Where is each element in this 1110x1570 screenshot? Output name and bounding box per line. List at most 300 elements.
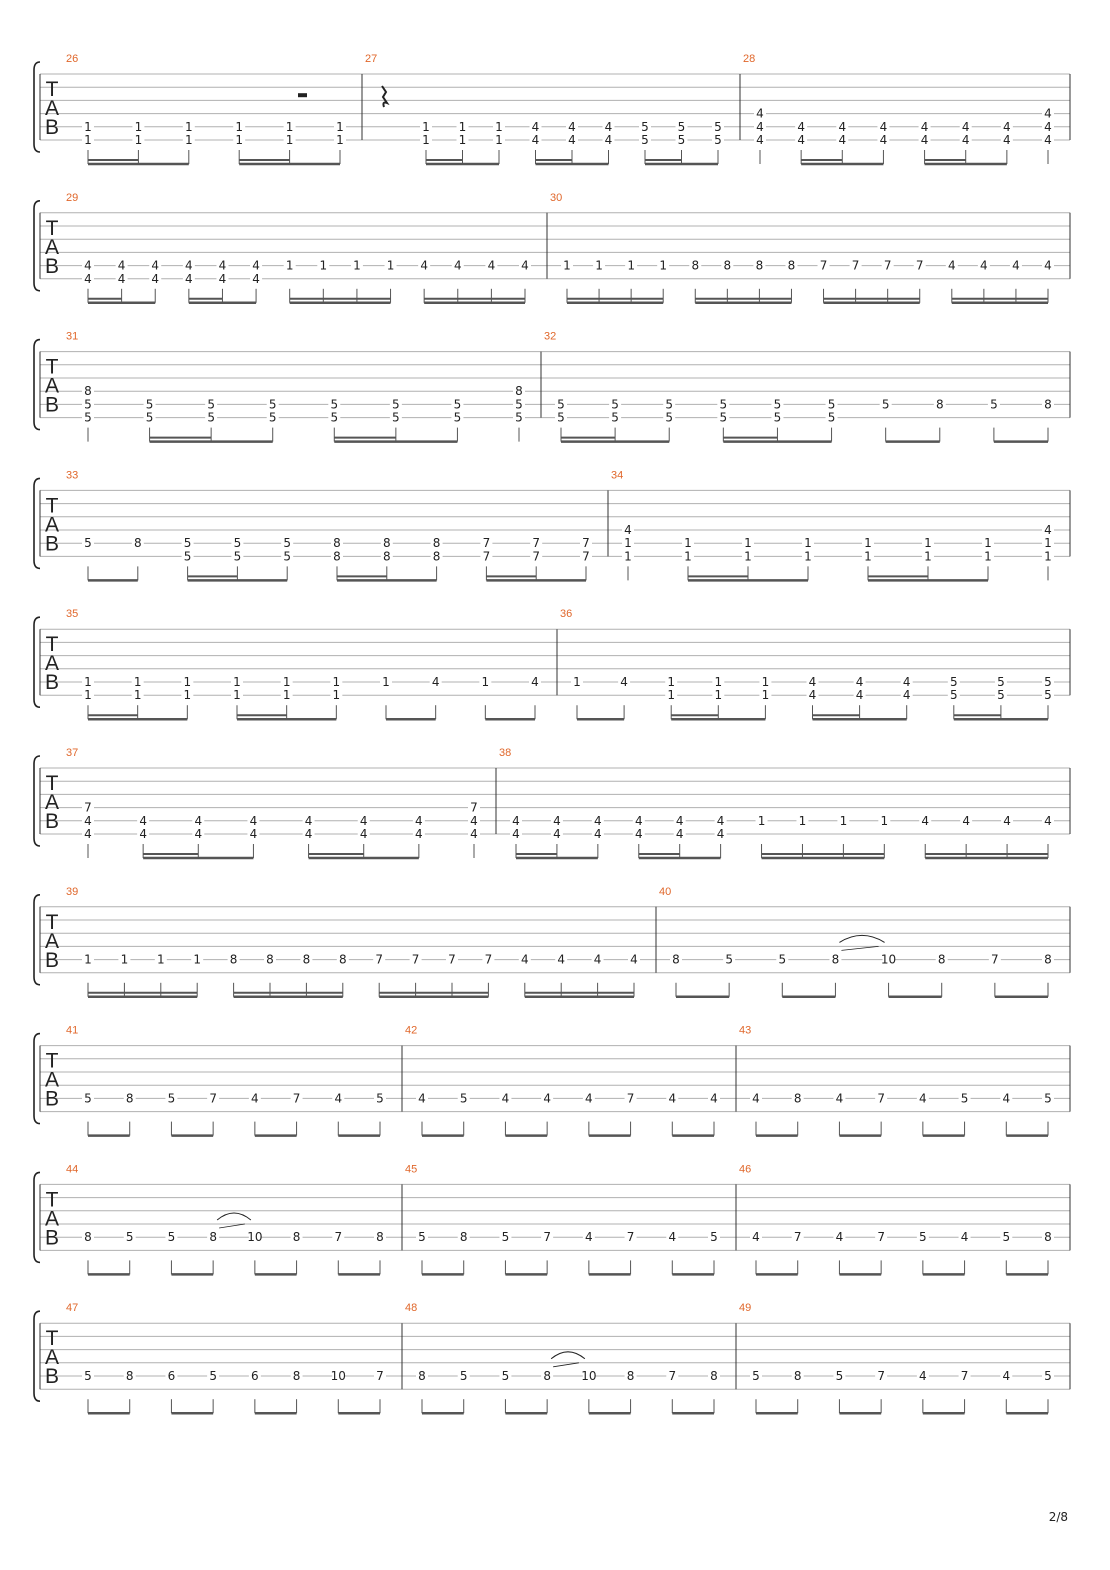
fret-number: 4: [630, 952, 638, 967]
fret-number: 4: [1044, 813, 1052, 828]
fret-number: 8: [229, 952, 238, 967]
fret-number: 5: [84, 1091, 92, 1106]
fret-number: 1: [595, 258, 603, 273]
fret-number: 4: [980, 258, 988, 273]
fret-number: 1: [235, 119, 244, 134]
fret-number: 8: [266, 952, 274, 967]
fret-number: 5: [677, 119, 686, 134]
fret-number: 5: [268, 397, 277, 412]
fret-number: 8: [935, 397, 944, 412]
fret-number: 1: [627, 258, 635, 273]
measure-number: 35: [66, 608, 79, 621]
fret-number: 4: [585, 1230, 593, 1245]
system-bracket: [34, 201, 40, 291]
fret-number: 5: [997, 675, 1005, 689]
tab-clef-letter: B: [44, 948, 60, 972]
fret-number: 5: [453, 410, 462, 425]
fret-number: 8: [937, 952, 946, 967]
fret-number: 4: [304, 827, 313, 841]
fret-number: 5: [714, 133, 722, 147]
fret-number: 8: [626, 1369, 635, 1383]
fret-number: 8: [84, 384, 92, 399]
fret-number: 7: [877, 1230, 885, 1245]
fret-number: 5: [557, 397, 565, 412]
fret-number: 1: [804, 549, 812, 564]
fret-number: 5: [125, 1230, 134, 1245]
fret-number: 8: [376, 1230, 384, 1245]
fret-number: 5: [641, 133, 649, 147]
fret-number: 6: [251, 1369, 259, 1383]
system-bracket: [34, 340, 40, 430]
fret-number: 10: [581, 1369, 597, 1383]
tab-clef-letter: T: [45, 78, 59, 101]
fret-number: 4: [512, 813, 520, 828]
fret-number: 7: [375, 952, 384, 967]
fret-number: 4: [252, 258, 260, 273]
tab-clef-letter: B: [44, 532, 60, 556]
fret-number: 5: [207, 410, 215, 425]
fret-number: 7: [532, 549, 541, 564]
fret-number: 1: [864, 549, 872, 564]
fret-number: 8: [84, 1230, 92, 1245]
fret-number: 1: [422, 133, 430, 147]
fret-number: 8: [209, 1230, 217, 1245]
fret-number: 4: [359, 827, 368, 841]
fret-number: 4: [675, 813, 684, 828]
fret-number: 1: [804, 536, 812, 551]
tab-clef-letter: A: [44, 652, 60, 676]
fret-number: 8: [292, 1369, 301, 1383]
fret-number: 5: [773, 397, 782, 412]
fret-number: 7: [292, 1091, 301, 1106]
fret-number: 7: [877, 1091, 885, 1106]
fret-number: 4: [531, 675, 539, 689]
fret-number: 4: [249, 813, 258, 828]
fret-number: 5: [719, 410, 728, 425]
fret-number: 5: [960, 1091, 969, 1106]
fret-number: 4: [668, 1230, 677, 1245]
fret-number: 4: [855, 675, 864, 689]
fret-number: 4: [1044, 119, 1052, 134]
fret-number: 4: [501, 1091, 510, 1106]
fret-number: 1: [183, 688, 192, 703]
fret-number: 4: [921, 813, 930, 828]
fret-number: 4: [117, 258, 126, 273]
fret-number: 1: [714, 688, 723, 703]
fret-number: 8: [382, 536, 391, 551]
fret-number: 5: [949, 688, 958, 703]
slide-line: [219, 1224, 245, 1228]
fret-number: 7: [819, 258, 828, 273]
measure-number: 34: [611, 469, 624, 482]
fret-number: 1: [798, 813, 807, 828]
fret-number: 4: [520, 952, 529, 967]
fret-number: 5: [1044, 1369, 1052, 1383]
fret-number: 1: [120, 952, 129, 967]
fret-number: 1: [233, 675, 241, 689]
fret-number: 8: [333, 536, 341, 551]
fret-number: 4: [838, 133, 847, 147]
system-bracket: [34, 1034, 40, 1124]
tab-clef-letter: B: [44, 116, 60, 139]
fret-number: 1: [481, 675, 490, 689]
fret-number: 4: [752, 1230, 760, 1245]
fret-number: 1: [761, 675, 770, 689]
fret-number: 10: [880, 952, 897, 967]
measure-number: 37: [66, 747, 79, 759]
fret-number: 1: [684, 536, 692, 551]
fret-number: 5: [209, 1369, 217, 1383]
fret-number: 4: [620, 675, 628, 689]
fret-number: 4: [531, 119, 540, 134]
fret-number: 4: [797, 133, 805, 147]
fret-number: 4: [716, 827, 725, 841]
fret-number: 4: [568, 119, 576, 134]
fret-number: 1: [282, 688, 291, 703]
fret-number: 7: [448, 952, 456, 967]
fret-number: 4: [855, 688, 864, 703]
fret-number: 5: [84, 410, 92, 425]
fret-number: 5: [710, 1230, 718, 1245]
fret-number: 5: [167, 1230, 176, 1245]
fret-number: 4: [879, 119, 888, 134]
fret-number: 5: [145, 410, 154, 425]
fret-number: 8: [787, 258, 796, 273]
tab-clef-letter: T: [45, 216, 59, 240]
system-bracket: [34, 756, 40, 846]
fret-number: 1: [924, 549, 932, 564]
fret-number: 5: [778, 952, 787, 967]
fret-number: 1: [495, 133, 503, 147]
fret-number: 4: [139, 813, 147, 828]
fret-number: 1: [84, 688, 92, 703]
measure-number: 44: [66, 1163, 79, 1176]
fret-number: 4: [218, 271, 227, 286]
fret-number: 5: [611, 397, 619, 412]
fret-number: 1: [744, 536, 752, 551]
fret-number: 5: [418, 1230, 426, 1245]
fret-number: 4: [139, 827, 147, 841]
fret-number: 7: [915, 258, 924, 273]
fret-number: 4: [920, 133, 929, 147]
fret-number: 1: [624, 536, 632, 551]
fret-number: 1: [133, 688, 142, 703]
fret-number: 4: [947, 258, 956, 273]
tab-clef-letter: A: [44, 1346, 60, 1370]
fret-number: 1: [659, 258, 668, 273]
fret-number: 1: [285, 258, 294, 273]
fret-number: 4: [835, 1091, 844, 1106]
fret-number: 4: [920, 119, 929, 134]
fret-number: 5: [207, 397, 215, 412]
fret-number: 4: [304, 813, 313, 828]
fret-number: 4: [194, 827, 203, 841]
fret-number: 4: [431, 675, 440, 689]
measure-number: 49: [739, 1302, 752, 1315]
fret-number: 1: [684, 549, 692, 564]
fret-number: 1: [495, 119, 503, 134]
fret-number: 4: [453, 258, 462, 273]
fret-number: 8: [755, 258, 764, 273]
tab-clef-letter: T: [45, 910, 59, 934]
measure-number: 39: [66, 885, 79, 898]
fret-number: 7: [484, 952, 493, 967]
fret-number: 8: [338, 952, 347, 967]
fret-number: 8: [432, 536, 441, 551]
fret-number: 1: [422, 119, 430, 134]
fret-number: 10: [330, 1369, 346, 1383]
fret-number: 4: [634, 813, 643, 828]
fret-number: 5: [752, 1369, 760, 1383]
fret-number: 8: [302, 952, 311, 967]
fret-number: 7: [411, 952, 420, 967]
fret-number: 4: [594, 813, 602, 828]
fret-number: 8: [1044, 952, 1052, 967]
fret-number: 8: [333, 549, 341, 564]
fret-number: 1: [714, 675, 723, 689]
fret-number: 1: [336, 119, 344, 134]
fret-number: 4: [415, 813, 423, 828]
fret-number: 5: [997, 688, 1005, 703]
fret-number: 4: [418, 1091, 426, 1106]
fret-number: 4: [84, 258, 92, 273]
fret-number: 5: [1044, 1091, 1052, 1106]
fret-number: 4: [470, 827, 478, 841]
fret-number: 7: [668, 1369, 677, 1383]
fret-number: 4: [756, 133, 764, 147]
fret-number: 5: [183, 549, 192, 564]
fret-number: 4: [593, 952, 602, 967]
fret-number: 4: [512, 827, 520, 841]
fret-number: 7: [470, 800, 478, 815]
tab-clef-letter: B: [44, 810, 60, 833]
tab-clef-letter: A: [44, 1207, 60, 1231]
fret-number: 5: [835, 1369, 844, 1383]
fret-number: 5: [501, 1230, 510, 1245]
fret-number: 1: [84, 133, 92, 147]
tab-clef-letter: T: [45, 355, 59, 379]
fret-number: 5: [881, 397, 890, 412]
fret-number: 8: [1044, 1230, 1052, 1245]
fret-number: 5: [167, 1091, 176, 1106]
tab-clef-letter: A: [44, 235, 60, 259]
fret-number: 5: [1044, 688, 1052, 703]
fret-number: 4: [470, 813, 478, 828]
fret-number: 7: [626, 1230, 635, 1245]
fret-number: 6: [167, 1369, 176, 1383]
fret-number: 4: [543, 1091, 551, 1106]
measure-number: 46: [739, 1163, 752, 1176]
fret-number: 4: [710, 1091, 718, 1106]
fret-number: 1: [1044, 549, 1052, 564]
fret-number: 7: [209, 1091, 217, 1106]
fret-number: 1: [235, 133, 244, 147]
fret-number: 7: [532, 536, 541, 551]
fret-number: 1: [880, 813, 889, 828]
fret-number: 4: [359, 813, 368, 828]
fret-number: 1: [744, 549, 752, 564]
fret-number: 1: [563, 258, 571, 273]
fret-number: 4: [668, 1091, 677, 1106]
fret-number: 4: [604, 119, 613, 134]
fret-number: 4: [919, 1369, 927, 1383]
fret-number: 4: [84, 813, 92, 828]
fret-number: 4: [251, 1091, 259, 1106]
fret-number: 4: [1003, 119, 1011, 134]
fret-number: 8: [831, 952, 840, 967]
fret-number: 7: [376, 1369, 384, 1383]
tab-clef-letter: T: [45, 1049, 59, 1073]
measure-number: 26: [66, 53, 79, 65]
fret-number: 4: [1003, 133, 1011, 147]
fret-number: 4: [557, 952, 566, 967]
tab-clef-letter: A: [44, 791, 60, 814]
fret-number: 8: [515, 384, 523, 399]
fret-number: 5: [283, 536, 292, 551]
measure-number: 48: [405, 1302, 418, 1315]
fret-number: 8: [125, 1369, 134, 1383]
tab-clef-letter: A: [44, 97, 60, 120]
fret-number: 1: [193, 952, 202, 967]
fret-number: 8: [1044, 397, 1052, 412]
fret-number: 4: [961, 119, 970, 134]
fret-number: 7: [334, 1230, 343, 1245]
tab-clef-letter: A: [44, 513, 60, 537]
fret-number: 4: [1002, 1091, 1011, 1106]
fret-number: 1: [184, 119, 193, 134]
fret-number: 5: [949, 675, 958, 689]
fret-number: 7: [482, 536, 491, 551]
tab-clef-letter: B: [44, 254, 60, 278]
fret-number: 7: [582, 536, 590, 551]
fret-number: 4: [1002, 1369, 1011, 1383]
fret-number: 5: [515, 397, 523, 412]
measure-number: 31: [66, 330, 79, 343]
fret-number: 4: [604, 133, 613, 147]
fret-number: 5: [392, 397, 400, 412]
system-bracket: [34, 617, 40, 707]
fret-number: 8: [793, 1091, 802, 1106]
fret-number: 4: [1012, 258, 1020, 273]
fret-number: 1: [133, 675, 142, 689]
fret-number: 5: [557, 410, 565, 425]
fret-number: 4: [420, 258, 428, 273]
measure-number: 30: [550, 191, 563, 204]
fret-number: 7: [482, 549, 491, 564]
fret-number: 1: [1044, 536, 1052, 551]
system-bracket: [34, 895, 40, 985]
fret-number: 4: [1044, 106, 1052, 121]
fret-number: 8: [382, 549, 391, 564]
fret-number: 1: [84, 675, 92, 689]
fret-number: 5: [376, 1091, 384, 1106]
fret-number: 1: [332, 675, 341, 689]
fret-number: 4: [151, 271, 160, 286]
fret-number: 4: [553, 813, 561, 828]
fret-number: 8: [459, 1230, 468, 1245]
fret-number: 1: [458, 133, 467, 147]
fret-number: 1: [757, 813, 766, 828]
measure-number: 41: [66, 1024, 79, 1037]
fret-number: 4: [962, 813, 970, 828]
fret-number: 4: [194, 813, 203, 828]
fret-number: 1: [924, 536, 932, 551]
system-bracket: [34, 478, 40, 568]
fret-number: 4: [553, 827, 561, 841]
fret-number: 4: [961, 133, 970, 147]
fret-number: 1: [624, 549, 632, 564]
fret-number: 4: [879, 133, 888, 147]
measure-number: 42: [405, 1024, 418, 1037]
fret-number: 1: [84, 119, 92, 134]
fret-number: 7: [84, 800, 92, 815]
fret-number: 4: [838, 119, 847, 134]
fret-number: 7: [626, 1091, 635, 1106]
fret-number: 1: [984, 536, 992, 551]
measure-number: 33: [66, 469, 79, 482]
fret-number: 1: [134, 133, 143, 147]
fret-number: 4: [151, 258, 160, 273]
fret-number: 5: [283, 549, 292, 564]
fret-number: 1: [183, 675, 192, 689]
fret-number: 8: [292, 1230, 301, 1245]
fret-number: 5: [84, 1369, 92, 1383]
fret-number: 7: [793, 1230, 802, 1245]
tab-clef-letter: T: [45, 772, 59, 795]
measure-number: 28: [743, 53, 756, 65]
tab-clef-letter: B: [44, 1087, 60, 1111]
fret-number: 4: [797, 119, 805, 134]
fret-number: 5: [611, 410, 619, 425]
fret-number: 5: [233, 536, 242, 551]
slide-line: [841, 946, 878, 950]
tab-clef-letter: B: [44, 1226, 60, 1250]
fret-number: 4: [84, 271, 92, 286]
fret-number: 4: [185, 258, 193, 273]
fret-number: 7: [582, 549, 590, 564]
measure-number: 45: [405, 1163, 418, 1176]
fret-number: 1: [156, 952, 165, 967]
measure-number: 38: [499, 747, 512, 759]
fret-number: 1: [282, 675, 291, 689]
fret-number: 1: [84, 952, 92, 967]
fret-number: 4: [835, 1230, 844, 1245]
fret-number: 1: [386, 258, 395, 273]
fret-number: 8: [691, 258, 700, 273]
fret-number: 5: [714, 119, 722, 134]
fret-number: 1: [285, 133, 294, 147]
fret-number: 5: [183, 536, 192, 551]
fret-number: 5: [233, 549, 242, 564]
fret-number: 5: [827, 410, 836, 425]
fret-number: 8: [710, 1369, 718, 1383]
fret-number: 5: [919, 1230, 927, 1245]
fret-number: 7: [543, 1230, 551, 1245]
fret-number: 4: [185, 271, 193, 286]
fret-number: 5: [459, 1369, 468, 1383]
fret-number: 5: [453, 397, 462, 412]
measure-number: 32: [544, 330, 557, 343]
measure-number: 27: [365, 53, 378, 65]
fret-number: 8: [543, 1369, 551, 1383]
fret-number: 1: [839, 813, 848, 828]
fret-number: 4: [585, 1091, 593, 1106]
fret-number: 8: [418, 1369, 426, 1383]
fret-number: 5: [665, 410, 674, 425]
fret-number: 5: [459, 1091, 468, 1106]
fret-number: 4: [960, 1230, 969, 1245]
fret-number: 1: [233, 688, 241, 703]
